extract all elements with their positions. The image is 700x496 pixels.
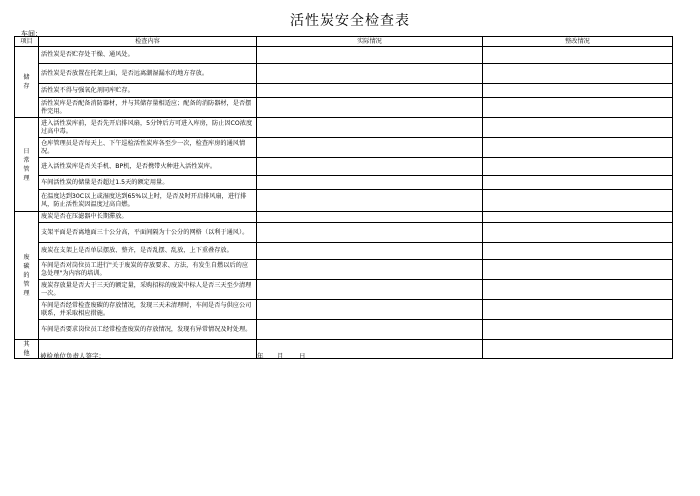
rectify-cell[interactable] bbox=[483, 243, 673, 260]
table-row bbox=[15, 190, 673, 212]
signature-label: 被检单位负责人签字： bbox=[40, 352, 105, 360]
inspection-table bbox=[14, 36, 673, 359]
actual-cell[interactable] bbox=[257, 340, 483, 359]
actual-cell[interactable] bbox=[257, 223, 483, 243]
actual-cell[interactable] bbox=[257, 300, 483, 320]
actual-cell[interactable] bbox=[257, 280, 483, 300]
check-item: 车间是否经常检查废碳的存放情况，发现三天未清理时，车间是否与供应公司联系，并采取相应措施。 bbox=[39, 300, 257, 320]
check-item: 废炭存放量是否大于三天的额定量，采购招标的废炭中标人是否三天至少清理一次。 bbox=[39, 280, 257, 300]
rectify-cell[interactable] bbox=[483, 223, 673, 243]
actual-cell[interactable] bbox=[257, 47, 483, 64]
category-cell bbox=[15, 212, 39, 340]
rectify-cell[interactable] bbox=[483, 118, 673, 138]
rectify-cell[interactable] bbox=[483, 158, 673, 176]
table-row bbox=[15, 340, 673, 359]
actual-cell[interactable] bbox=[257, 138, 483, 158]
check-item: 废炭在支架上是否单层摆放、整齐，是否乱摆、乱放，上下重叠存放。 bbox=[39, 243, 257, 260]
sheet-title: 活性炭安全检查表 bbox=[290, 13, 410, 29]
check-item: 车间活性炭的储量是否超过1.5天的额定用量。 bbox=[39, 176, 257, 190]
check-item: 车间是否对岗位员工进行"关于废炭的存放要求、方法，有发生自燃以后的应急处理"为内容的培训。 bbox=[39, 260, 257, 280]
category-cell bbox=[15, 47, 39, 118]
actual-cell[interactable] bbox=[257, 190, 483, 212]
rectify-cell[interactable] bbox=[483, 260, 673, 280]
check-item: 活性炭库是否配备消防器材，并与其储存量相适应；配备的消防器材，是否摆件完用。 bbox=[39, 98, 257, 118]
check-item: 支架平面是否离地面三十公分高，平面间隔为十公分的网格（以利于通风）。 bbox=[39, 223, 257, 243]
actual-cell[interactable] bbox=[257, 212, 483, 223]
table-row bbox=[15, 118, 673, 138]
rectify-cell[interactable] bbox=[483, 176, 673, 190]
check-item: 仓库管理员是否每天上、下午巡检活性炭库各至少一次，检查库房的通风情况。 bbox=[39, 138, 257, 158]
table-row bbox=[15, 223, 673, 243]
check-item: 进入活性炭库前，是否先开启排风扇，5分钟后方可进入库房，防止因CO浓度过高中毒。 bbox=[39, 118, 257, 138]
table-row bbox=[15, 138, 673, 158]
rectify-cell[interactable] bbox=[483, 64, 673, 84]
actual-cell[interactable] bbox=[257, 98, 483, 118]
table-row bbox=[15, 320, 673, 340]
category-label: 日常管理 bbox=[23, 147, 30, 182]
rectify-cell[interactable] bbox=[483, 212, 673, 223]
workshop-label: 车间： bbox=[21, 30, 42, 38]
category-label: 废碳的管理 bbox=[23, 254, 30, 297]
rectify-cell[interactable] bbox=[483, 340, 673, 359]
date-year-label: 年 bbox=[257, 352, 264, 360]
table-row bbox=[15, 47, 673, 64]
table-row bbox=[15, 98, 673, 118]
header-rectify: 整改情况 bbox=[483, 37, 673, 47]
actual-cell[interactable] bbox=[257, 158, 483, 176]
table-row bbox=[15, 212, 673, 223]
category-label: 储存 bbox=[23, 74, 30, 90]
actual-cell[interactable] bbox=[257, 64, 483, 84]
rectify-cell[interactable] bbox=[483, 47, 673, 64]
check-item: 车间是否要求岗位员工经常检查废炭的存放情况，发现有异常情况及时处理。 bbox=[39, 320, 257, 340]
table-row bbox=[15, 280, 673, 300]
category-cell bbox=[15, 340, 39, 359]
rectify-cell[interactable] bbox=[483, 190, 673, 212]
rectify-cell[interactable] bbox=[483, 138, 673, 158]
actual-cell[interactable] bbox=[257, 84, 483, 98]
header-actual: 实际情况 bbox=[257, 37, 483, 47]
check-item: 废炭是否在压滤器中长期滞放。 bbox=[39, 212, 257, 223]
check-item: 活性炭是否贮存处干燥、通风处。 bbox=[39, 47, 257, 64]
check-item: 在温度达到30C以上或湿度达到65%以上时，是否及时开启排风扇，进行排风，防止活性炭因温度过高自燃。 bbox=[39, 190, 257, 212]
table-row bbox=[15, 158, 673, 176]
date-day-label: 日 bbox=[299, 352, 306, 360]
check-item: 活性炭不得与强氧化剂同库贮存。 bbox=[39, 84, 257, 98]
actual-cell[interactable] bbox=[257, 243, 483, 260]
table-row bbox=[15, 243, 673, 260]
rectify-cell[interactable] bbox=[483, 280, 673, 300]
table-row bbox=[15, 64, 673, 84]
header-content: 检查内容 bbox=[39, 37, 257, 47]
rectify-cell[interactable] bbox=[483, 300, 673, 320]
rectify-cell[interactable] bbox=[483, 84, 673, 98]
check-item: 进入活性炭库是否关手机、BP机，是否携带火种进入活性炭库。 bbox=[39, 158, 257, 176]
table-row bbox=[15, 260, 673, 280]
date-month-label: 月 bbox=[277, 352, 284, 360]
category-cell bbox=[15, 118, 39, 212]
table-row bbox=[15, 176, 673, 190]
actual-cell[interactable] bbox=[257, 176, 483, 190]
check-item: 活性炭是否放置在托架上面，是否远离潮湿漏水的地方存放。 bbox=[39, 64, 257, 84]
table-header-row bbox=[15, 37, 673, 47]
table-row bbox=[15, 84, 673, 98]
table-row bbox=[15, 300, 673, 320]
header-category: 项目 bbox=[15, 37, 39, 47]
actual-cell[interactable] bbox=[257, 118, 483, 138]
actual-cell[interactable] bbox=[257, 260, 483, 280]
rectify-cell[interactable] bbox=[483, 98, 673, 118]
actual-cell[interactable] bbox=[257, 320, 483, 340]
category-label: 其他 bbox=[23, 341, 30, 357]
rectify-cell[interactable] bbox=[483, 320, 673, 340]
